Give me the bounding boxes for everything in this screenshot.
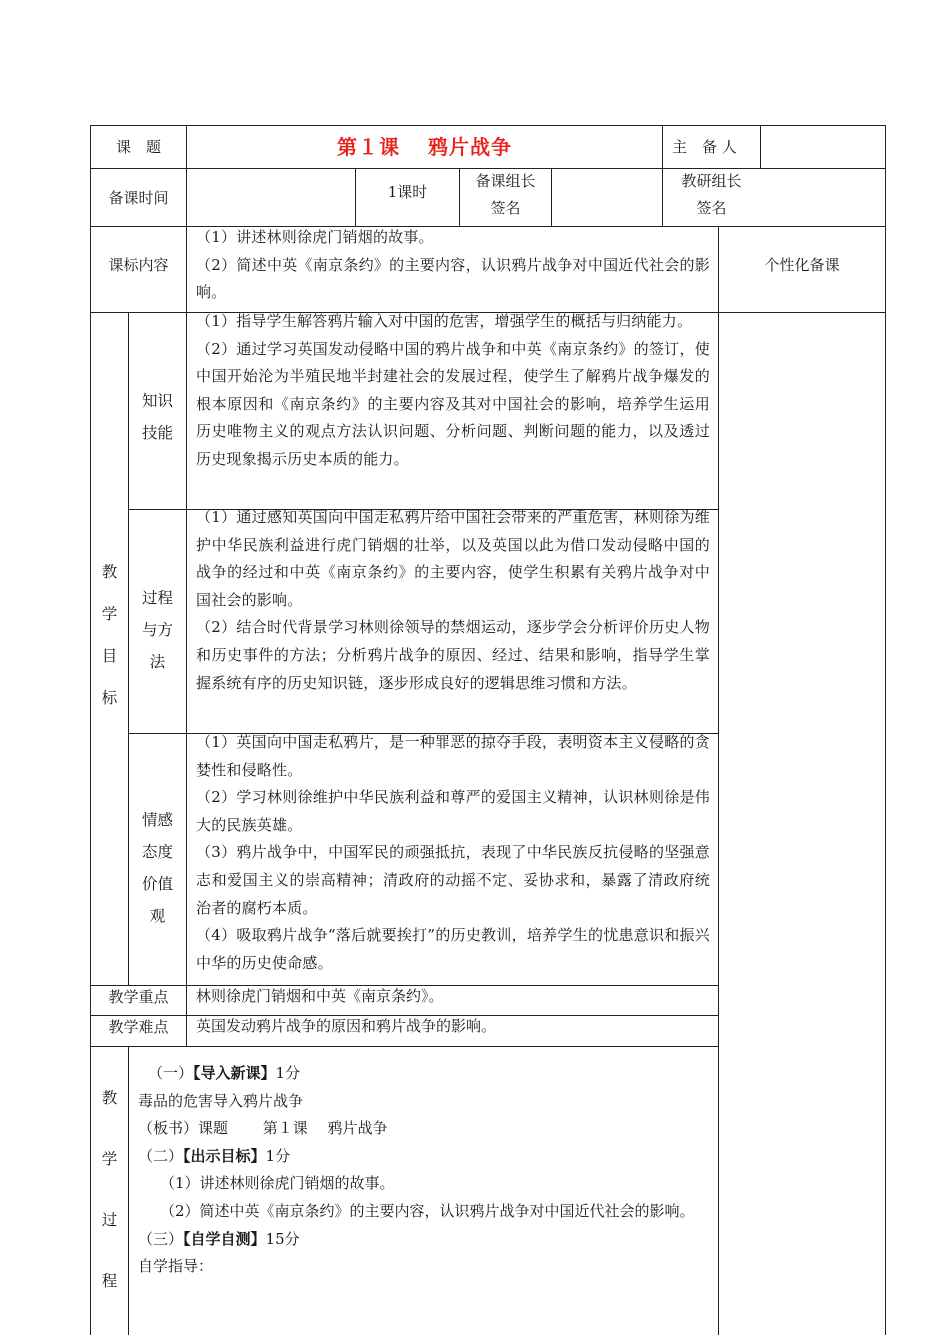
table-rule [551, 168, 552, 226]
page-title [187, 126, 662, 168]
standards-content [196, 224, 710, 307]
prep-time-value [187, 169, 355, 226]
difficult-points-content: 英国发动鸦片战争的原因和鸦片战争的影响。 [196, 1017, 497, 1035]
board-line: （板书）课题 第１课 鸦片战争 [138, 1119, 388, 1138]
title-lesson-name: 鸦片战争 [428, 135, 512, 159]
preparer-value [761, 126, 885, 168]
step-goals: （二）【出示目标】1分 [138, 1146, 291, 1165]
standards-label: 课标内容 [108, 255, 169, 274]
knowledge-skills-label: 知识 技能 [141, 392, 173, 442]
preparer-label: 主 备 人 [672, 138, 737, 156]
key-points-content: 林则徐虎门销烟和中英《南京条约》。 [196, 987, 444, 1005]
research-leader-sign-label: 教研组长 签名 [681, 172, 742, 217]
table-border-right [885, 125, 886, 1335]
emotion-attitude-values-label: 情感 态度 价值 观 [141, 811, 173, 925]
group-leader-sign-label: 备课组长 签名 [475, 172, 536, 217]
personalized-prep-label: 个性化备课 [764, 255, 840, 274]
teaching-process-label: 教 学 过 程 [101, 1089, 118, 1290]
teaching-goals-label: 教 学 目 标 [101, 563, 118, 707]
step-import: （一）【导入新课】1分 [148, 1064, 301, 1082]
goal-item: （1）讲述林则徐虎门销烟的故事。 [160, 1174, 395, 1193]
title-lesson-number: 第１课 [337, 135, 400, 159]
emotion-attitude-values-content: （1）英国向中国走私鸦片，是一种罪恶的掠夺手段，表明资本主义侵略的贪婪性和侵略性。 （2）学习林则徐维护中华民族利益和尊严的爱国主义精神，认识林则徐是伟大的民族英雄。 （3）鸦片战争中，中国军民的顽强抵抗，表现了中华民族反抗侵略的坚强意志和爱国主义的崇高精神；清政府的动摇不定、妥协求和，暴露了清政府统治者的腐朽本质。 （4）吸取鸦片战争“落后就要挨打”的历史教训，培养学生的忧患意识和振兴中华的历史使命感。 [196, 733, 710, 972]
table-rule [718, 226, 719, 1335]
key-points-label: 教学重点 [108, 988, 169, 1006]
standard-item: （1）讲述林则徐虎门销烟的故事。 [196, 228, 434, 246]
knowledge-skills-content: （1）指导学生解答鸦片输入对中国的危害，增强学生的概括与归纳能力。 （2）通过学习英国发动侵略中国的鸦片战争和中英《南京条约》的签订，使中国开始沦为半殖民地半封建社会的发展过程，使学生了解鸦片战争爆发的根本原因和《南京条约》的主要内容及其对中国社会的影响，培养学生运用历史唯物主义的观点方法认识问题、分析问题、判断问题的能力，以及透过历史现象揭示历史本质的能力。 [196, 312, 710, 468]
prep-time-label: 备课时间 [108, 188, 169, 207]
subject-label: 课 题 [115, 138, 161, 156]
teaching-process-content [138, 1060, 710, 1281]
goal-item: （2）简述中英《南京条约》的主要内容，认识鸦片战争对中国近代社会的影响。 [160, 1201, 695, 1220]
process-method-label: 过程 与方 法 [141, 589, 173, 671]
table-rule [90, 1046, 718, 1047]
table-rule [128, 1046, 129, 1335]
intro-line: 毒品的危害导入鸦片战争 [138, 1091, 304, 1110]
standard-item: （2）简述中英《南京条约》的主要内容，认识鸦片战争对中国近代社会的影响。 [196, 255, 710, 302]
table-rule [186, 312, 187, 1046]
class-hours: 1课时 [387, 182, 428, 201]
difficult-points-label: 教学难点 [108, 1018, 169, 1036]
step-self-test: （三）【自学自测】15分 [138, 1229, 300, 1248]
self-study-guide: 自学指导： [138, 1257, 214, 1276]
process-method-content: （1）通过感知英国向中国走私鸦片给中国社会带来的严重危害，林则徐为维护中华民族利益进行虎门销烟的壮举，以及英国以此为借口发动侵略中国的战争的经过和中英《南京条约》的主要内容，使学生积累有关鸦片战争对中国社会的影响。 （2）结合时代背景学习林则徐领导的禁烟运动，逐步学会分析评价历史人物和历史事件的方法；分析鸦片战争的原因、经过、结果和影响，指导学生掌握系统有序的历史知识链，逐步形成良好的逻辑思维习惯和方法。 [196, 508, 710, 692]
